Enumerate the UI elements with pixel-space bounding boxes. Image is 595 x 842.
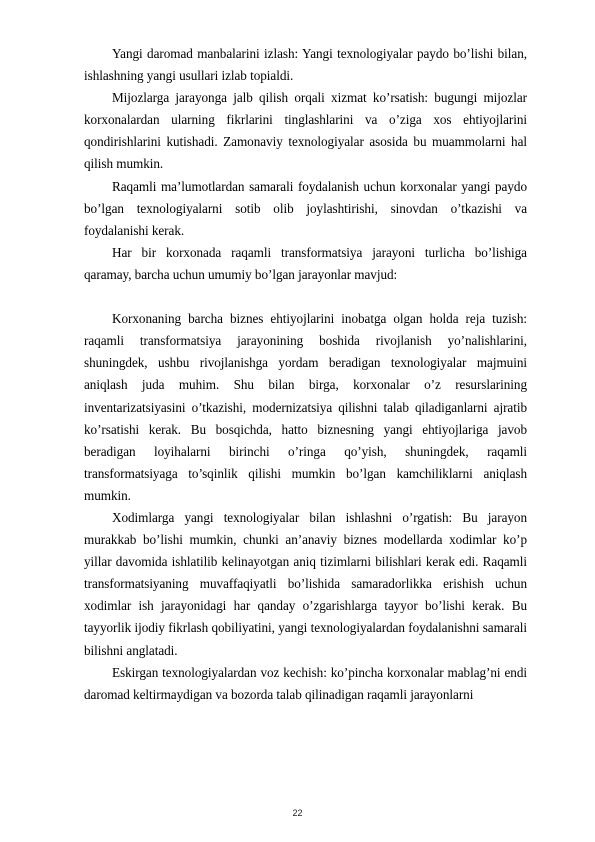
paragraph-common-processes: Har bir korxonada raqamli transformatsiya jarayoni turlicha bo’lishiga qaramay, barcha uchun umumiy bo’lgan jarayonlar mavjud: [84, 244, 527, 282]
paragraph-business-plan: Korxonaning barcha biznes ehtiyojlarini inobatga olgan holda reja tuzish: raqamli transformatsiya jarayonining boshida rivojlanish yo’nalishlarini, shuningdek, ushbu rivojlanishga yordam beradigan texnologiyalar majmuini aniqlash juda muhim. Shu bilan birga, korxonalar o’z resurslarining inventarizatsiyasini o’tkazishi, modernizatsiya qilishni talab qiladiganlarni ajratib ko’rsatishi kerak. Bu bosqichda, hatto biznesning yangi ehtiyojlariga javob beradigan loyihalarni birinchi o’ringa qo’yish, shuningdek, raqamli transformatsiyaga to’sqinlik qilishi mumkin bo’lgan kamchiliklarni aniqlash mumkin. [84, 311, 527, 503]
paragraph-digital-data-usage: Raqamli ma’lumotlardan samarali foydalanish uchun korxonalar yangi paydo bo’lgan texnologiyalarni sotib olib joylashtirishi, sinovdan o’tkazishi va foydalanishi kerak. [84, 178, 527, 238]
document-page [84, 43, 527, 706]
paragraph-customer-engagement: Mijozlarga jarayonga jalb qilish orqali xizmat ko’rsatish: bugungi mijozlar korxonalardan ularning fikrlarini tinglashlarini va o’ziga xos ehtiyojlarini qondirishlarini kutishadi. Zamonaviy texnologiyalar asosida bu muammolarni hal qilish mumkin. [84, 90, 527, 172]
paragraph-staff-training: Xodimlarga yangi texnologiyalar bilan ishlashni o’rgatish: Bu jarayon murakkab bo’lishi mumkin, chunki an’anaviy biznes modellarda xodimlar ko’p yillar davomida ishlatilib kelinayotgan aniq tizimlarni bilishlari kerak edi. Raqamli transformatsiyaning muvaffaqiyatli bo’lishida samaradorlikka erishish uchun xodimlar ish jarayonidagi har qanday o’zgarishlarga tayyor bo’lishi kerak. Bu tayyorlik ijodiy fikrlash qobiliyatini, yangi texnologiyalardan foydalanishni samarali bilishni anglatadi. [84, 509, 527, 658]
paragraph-spacer [84, 286, 527, 308]
page-number: 22 [292, 808, 303, 818]
paragraph-legacy-technologies: Eskirgan texnologiyalardan voz kechish: ko’pincha korxonalar mablag’ni endi daromad keltirmaydigan va bozorda talab qilinadigan raqamli jarayonlarni [84, 664, 527, 702]
paragraph-new-revenue-sources: Yangi daromad manbalarini izlash: Yangi texnologiyalar paydo bo’lishi bilan, ishlashning yangi usullari izlab topialdi. [84, 46, 527, 84]
